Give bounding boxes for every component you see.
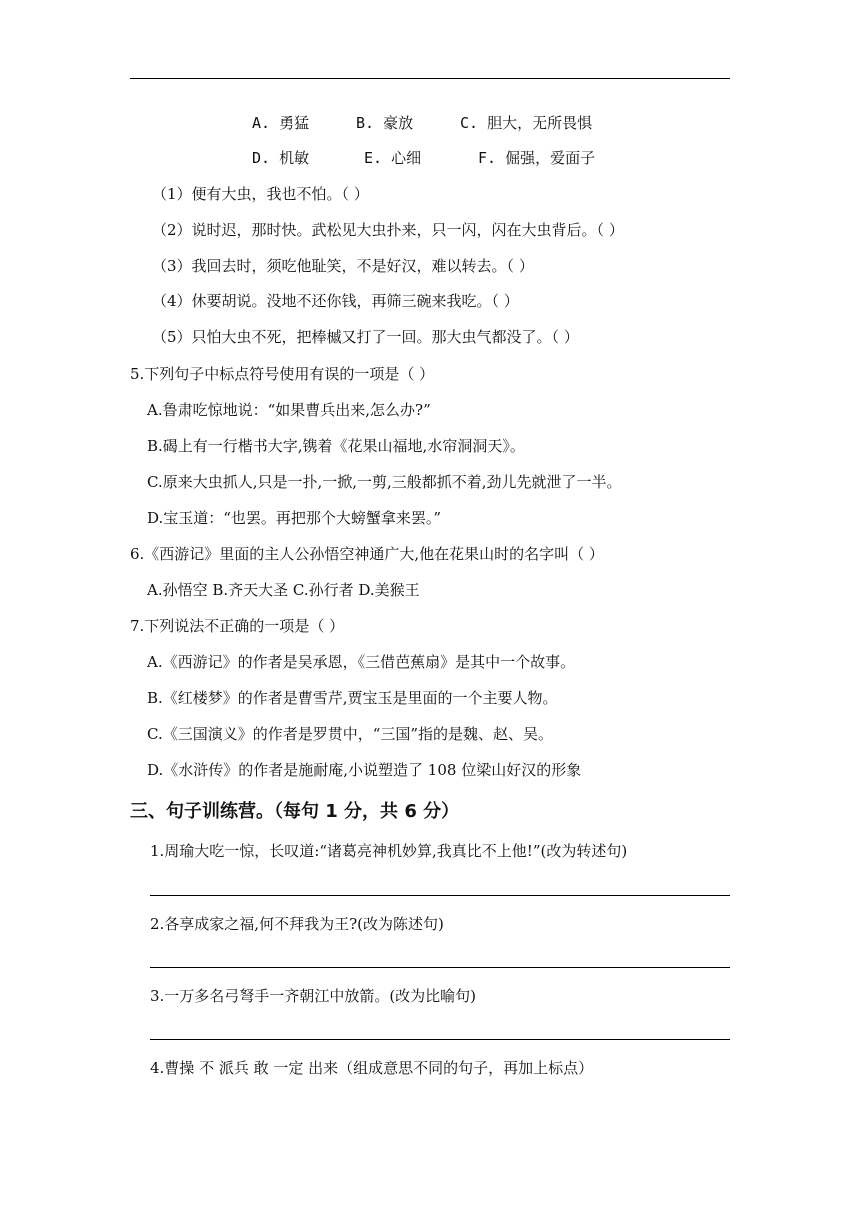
q7-stem: 7.下列说法不正确的一项是（ ） <box>130 617 345 635</box>
s3-answer-line-1[interactable] <box>150 895 730 896</box>
q4-item-4: （4）休要胡说。没地不还你钱，再筛三碗来我吃。（ ） <box>152 292 519 310</box>
q7-option-c: C.《三国演义》的作者是罗贯中，“三国”指的是魏、赵、吴。 <box>147 725 554 743</box>
page-top-rule <box>130 78 730 79</box>
q4-item-3: （3）我回去时，须吃他耻笑，不是好汉，难以转去。（ ） <box>152 257 534 275</box>
s3-item-3: 3.一万多名弓弩手一齐朝江中放箭。(改为比喻句) <box>150 987 477 1005</box>
option-e: E. 心细 <box>364 149 422 167</box>
q4-item-2: （2）说时迟，那时快。武松见大虫扑来，只一闪，闪在大虫背后。（ ） <box>152 221 624 239</box>
option-f: F. 倔强，爱面子 <box>478 149 596 167</box>
q6-options: A.孙悟空 B.齐天大圣 C.孙行者 D.美猴王 <box>147 581 420 599</box>
q5-stem: 5.下列句子中标点符号使用有误的一项是（ ） <box>130 365 435 383</box>
option-d: D. 机敏 <box>252 149 310 167</box>
s3-answer-line-2[interactable] <box>150 967 730 968</box>
s3-item-2: 2.各享成家之福,何不拜我为王?(改为陈述句) <box>150 915 444 933</box>
q5-option-b: B.碣上有一行楷书大字,镌着《花果山福地,水帘洞洞天》。 <box>147 437 525 455</box>
q6-stem: 6.《西游记》里面的主人公孙悟空神通广大,他在花果山时的名字叫（ ） <box>130 545 604 563</box>
q4-item-5: （5）只怕大虫不死，把棒槭又打了一回。那大虫气都没了。（ ） <box>152 328 579 346</box>
q5-option-d: D.宝玉道：“也罢。再把那个大螃蟹拿来罢。” <box>147 509 442 527</box>
option-a: A. 勇猛 <box>252 114 310 132</box>
q5-option-a: A.鲁肃吃惊地说：“如果曹兵出来,怎么办?” <box>147 401 431 419</box>
q5-option-c: C.原来大虫抓人,只是一扑,一掀,一剪,三般都抓不着,劲儿先就泄了一半。 <box>147 473 622 491</box>
option-b: B. 豪放 <box>356 114 414 132</box>
q7-option-d: D.《水浒传》的作者是施耐庵,小说塑造了 108 位梁山好汉的形象 <box>147 761 582 779</box>
s3-item-1: 1.周瑜大吃一惊，长叹道:“诸葛亮神机妙算,我真比不上他!”(改为转述句) <box>150 842 628 860</box>
q4-options-row-1 <box>0 113 860 133</box>
section-3-heading: 三、句子训练营。（每句 1 分，共 6 分） <box>130 801 460 822</box>
s3-item-4: 4.曹操 不 派兵 敢 一定 出来（组成意思不同的句子，再加上标点） <box>150 1059 594 1077</box>
option-c: C. 胆大，无所畏惧 <box>460 114 593 132</box>
q7-option-b: B.《红楼梦》的作者是曹雪芹,贾宝玉是里面的一个主要人物。 <box>147 689 558 707</box>
s3-answer-line-3[interactable] <box>150 1039 730 1040</box>
q4-options-row-2 <box>0 148 860 168</box>
q7-option-a: A.《西游记》的作者是吴承恩，《三借芭蕉扇》是其中一个故事。 <box>147 653 576 671</box>
q4-item-1: （1）便有大虫，我也不怕。（ ） <box>152 185 369 203</box>
